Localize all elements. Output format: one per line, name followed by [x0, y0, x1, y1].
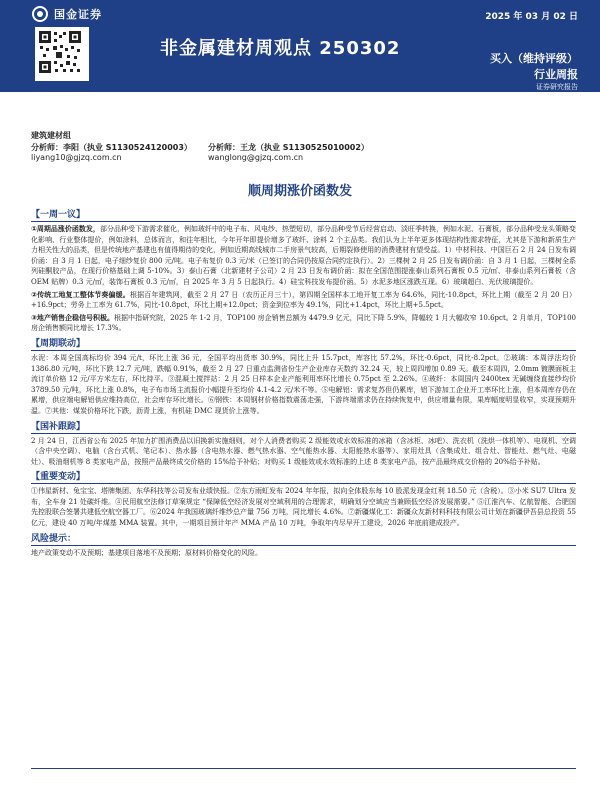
section-heading: 【重要变动】 — [31, 469, 576, 484]
section-heading: 【周期联动】 — [31, 336, 576, 351]
report-subtitle: 顺周期涨价函数发 — [247, 184, 352, 199]
team-name: 建筑建材组 — [31, 131, 71, 140]
paragraph — [31, 224, 576, 288]
section-heading: 【一周一议】 — [31, 207, 576, 222]
paragraph-lead: ②传统工地复工整体节奏偏缓。 — [31, 290, 130, 299]
paragraph-text: 部分品种受下游需求催化，例如玻纤中的电子布、风电纱、热塑短切，部分品种受节后经营启动、淡旺季转换，例如水泥、石膏板，部分品种受龙头策略变化影响、行业整体提价，例如涂料，总体而言，和往年相比，今年开年即提价增多了玻纤、涂料 2 个主品类。我们认为上半年更多体现结构性需求特征，尤其是下游和新质生产力相关性大的品类，但是传统地产基建也有值得期待的变化，例如近期高线城市二手房景气较高，后期裂修使用的消费建材有望受益。1）中材科技、中国巨石 2 月 24 日发布调价函：自 3 月 1 日起，电子细纱复价 800 元/吨。电子布复价 0.3 元/米（已签订的合同仍按原合同约定执行）。2）三棵树 2 月 25 日发布调价函：自 3 月 1 日起，三棵树全系列硅酮胶产品，在现行价格基础上调 5-10%。3）泰山石膏（北新建材子公司）2 月 23 日发布调价函：拟在全国范围提涨泰山系列石膏板 0.5 元/㎡、非泰山系列石膏板（含 OEM 贴牌）0.3 元/㎡，装饰石膏板 0.3 元/㎡，自 2025 年 3 月 5 日起执行。4）硅宝科技发布提价函。5）水泥多地区涨跌互现。6）玻璃超白、光伏玻璃提价。 — [31, 225, 576, 286]
section-cycle-linkage — [31, 336, 576, 417]
analyst-2-name: 分析师：王龙（执业 S1130525010002） — [208, 143, 369, 152]
report-subtype: 证券研究报告 — [536, 83, 578, 91]
report-type: 行业周报 — [534, 68, 578, 81]
paragraph — [31, 486, 576, 528]
logo-text: 国金证券 — [54, 8, 102, 21]
report-body — [31, 205, 576, 560]
logo-mark-icon — [32, 6, 48, 22]
footer-divider — [31, 768, 576, 769]
section-heading: 【国补跟踪】 — [31, 419, 576, 434]
rating-label: 买入（维持评级） — [490, 52, 578, 65]
section-subsidy-tracking — [31, 419, 576, 468]
qr-code-icon — [35, 27, 89, 81]
paragraph — [31, 548, 576, 559]
paragraph — [31, 353, 576, 417]
paragraph-lead: ③地产销售企稳信号积极。 — [31, 313, 115, 322]
analyst-1-name: 分析师：李阳（执业 S1130524120003） — [31, 143, 192, 152]
paragraph-text: 根据中指研究院，2025 年 1-2 月，TOP100 房企销售总额为 4479.9 亿元，同比下降 5.9%，降幅较 1 月大幅收窄 10.6pct。2 月单月，TOP100 房企销售额同比增长 17.3%。 — [31, 313, 576, 333]
paragraph-text: 2 月 24 日，江西省公布 2025 年加力扩围消费品以旧换新实施细则，对个人消费者购买 2 级能效或水效标准的冰箱（含冰柜、冰吧）、洗衣机（洗烘一体机等）、电视机、空调（含中央空调）、电脑（含台式机、笔记本）、热水器（含电热水器、燃气热水器、空气能热水器、太阳能热水器等）、家用灶具（含集成灶、组合灶、智能灶、燃气灶、电磁灶）、吸油烟机等 8 类家电产品，按照产品最终成交价格的 15%给予补贴；对购买 1 级能效或水效标准的上述 8 类家电产品，按产品最终成交价格的 20%给予补贴。 — [31, 436, 576, 466]
section-key-changes — [31, 469, 576, 528]
report-date: 2025 年 03 月 02 日 — [485, 12, 578, 22]
report-title: 非金属建材周观点 250302 — [160, 38, 401, 59]
paragraph — [31, 436, 576, 468]
paragraph-text: 水泥：本周全国高标均价 394 元/t，环比上涨 36 元，全国平均出货率 30.9%，同比上升 15.7pct，库容比 57.2%，环比-0.6pct，同比-8.2pct。②玻璃：本周浮法均价 1386.80 元/吨，环比下跌 12.7 元/吨，跌幅 0.91%，截至 2 月 27 日重点监测省份生产企业库存天数约 32.24 天，较上周四增加 0.89 天。截至本周四，2.0mm 镀膜面板主流订单价格 12 元/平方米左右，环比持平。③混凝土搅拌站：2 月 25 日样本企业产能利用率环比增长 0.75pct 至 2.26%。④玻纤：本周国内 2400tex 无碱缠绕直接纱均价 3789.50 元/吨，环比上涨 0.8%，电子布市场主流报价小幅提升至均价 4.1-4.2 元/米不等。⑤电解铝：需求复苏但仍累库，铝下游加工企业开工率环比上涨，但本周库存仍在累增，供应端电解铝供应维持高位，社会库存环比增长。⑥钢铁：本周钢材价格指数震荡走强，下游终端需求仍在持续恢复中，供应增量有限，果库幅度明显收窄，实现预期升温。⑦其他：煤炭价格环比下跌，沥青上涨，有机硅 DMC 现货价上涨等。 — [31, 353, 576, 415]
report-header — [0, 0, 600, 92]
paragraph-text: ①伟星新材、兔宝宝、塔牌集团、东华科技等公司发布业绩快报。②东方雨虹发布 2024 年年报，拟向全体股东每 10 股派发现金红利 18.50 元（含税）。③小米 SU7 Ultra 发布，全车身 21 处碳纤维。④民用航空法修订草案规定 “保障低空经济发展对空域利用的合理需求，明确划分空域应当兼顾低空经济发展需要。” ⑤江淮汽车、亿航智能、合肥国先控股联合签署共建低空航空器工厂。⑥2024 年我国玻璃纤维纱总产量 756 万吨，同比增长 4.6%。⑦新疆煤化工：新疆众友新材料科技有限公司计划在新疆伊吾县总投资 55 亿元，建设 40 万吨/年煤基 MMA 装置。其中，一期项目预计年产 MMA 产品 10 万吨，争取年内尽早开工建设，2026 年底前建成投产。 — [31, 487, 576, 528]
analyst-2-email[interactable]: wanglong@gjzq.com.cn — [208, 153, 304, 162]
paragraph-text: 根据百年建筑网，截至 2 月 27 日（农历正月三十），第四期全国样本工地开复工率为 64.6%，同比-10.8pct，环比上期（截至 2 月 20 日）+16.9pct；劳务上工率为 61.7%，同比-10.8pct，环比上期+12.0pct；资金到位率为 49.1%，同比+1.4pct，环比上期+5.5pct。 — [31, 290, 576, 310]
section-heading: 风险提示： — [31, 531, 576, 546]
paragraph — [31, 290, 576, 311]
section-weekly-discussion — [31, 207, 576, 334]
section-risk-warning — [31, 531, 576, 559]
analyst-1-email[interactable]: liyang10@gjzq.com.cn — [31, 153, 122, 162]
brand-logo — [32, 6, 102, 22]
paragraph-lead: ①周期品涨价函数发， — [31, 225, 100, 233]
paragraph — [31, 313, 576, 334]
paragraph-text: 地产政策变动不及预期；基建项目落地不及预期；原材料价格变化的风险。 — [31, 548, 262, 557]
